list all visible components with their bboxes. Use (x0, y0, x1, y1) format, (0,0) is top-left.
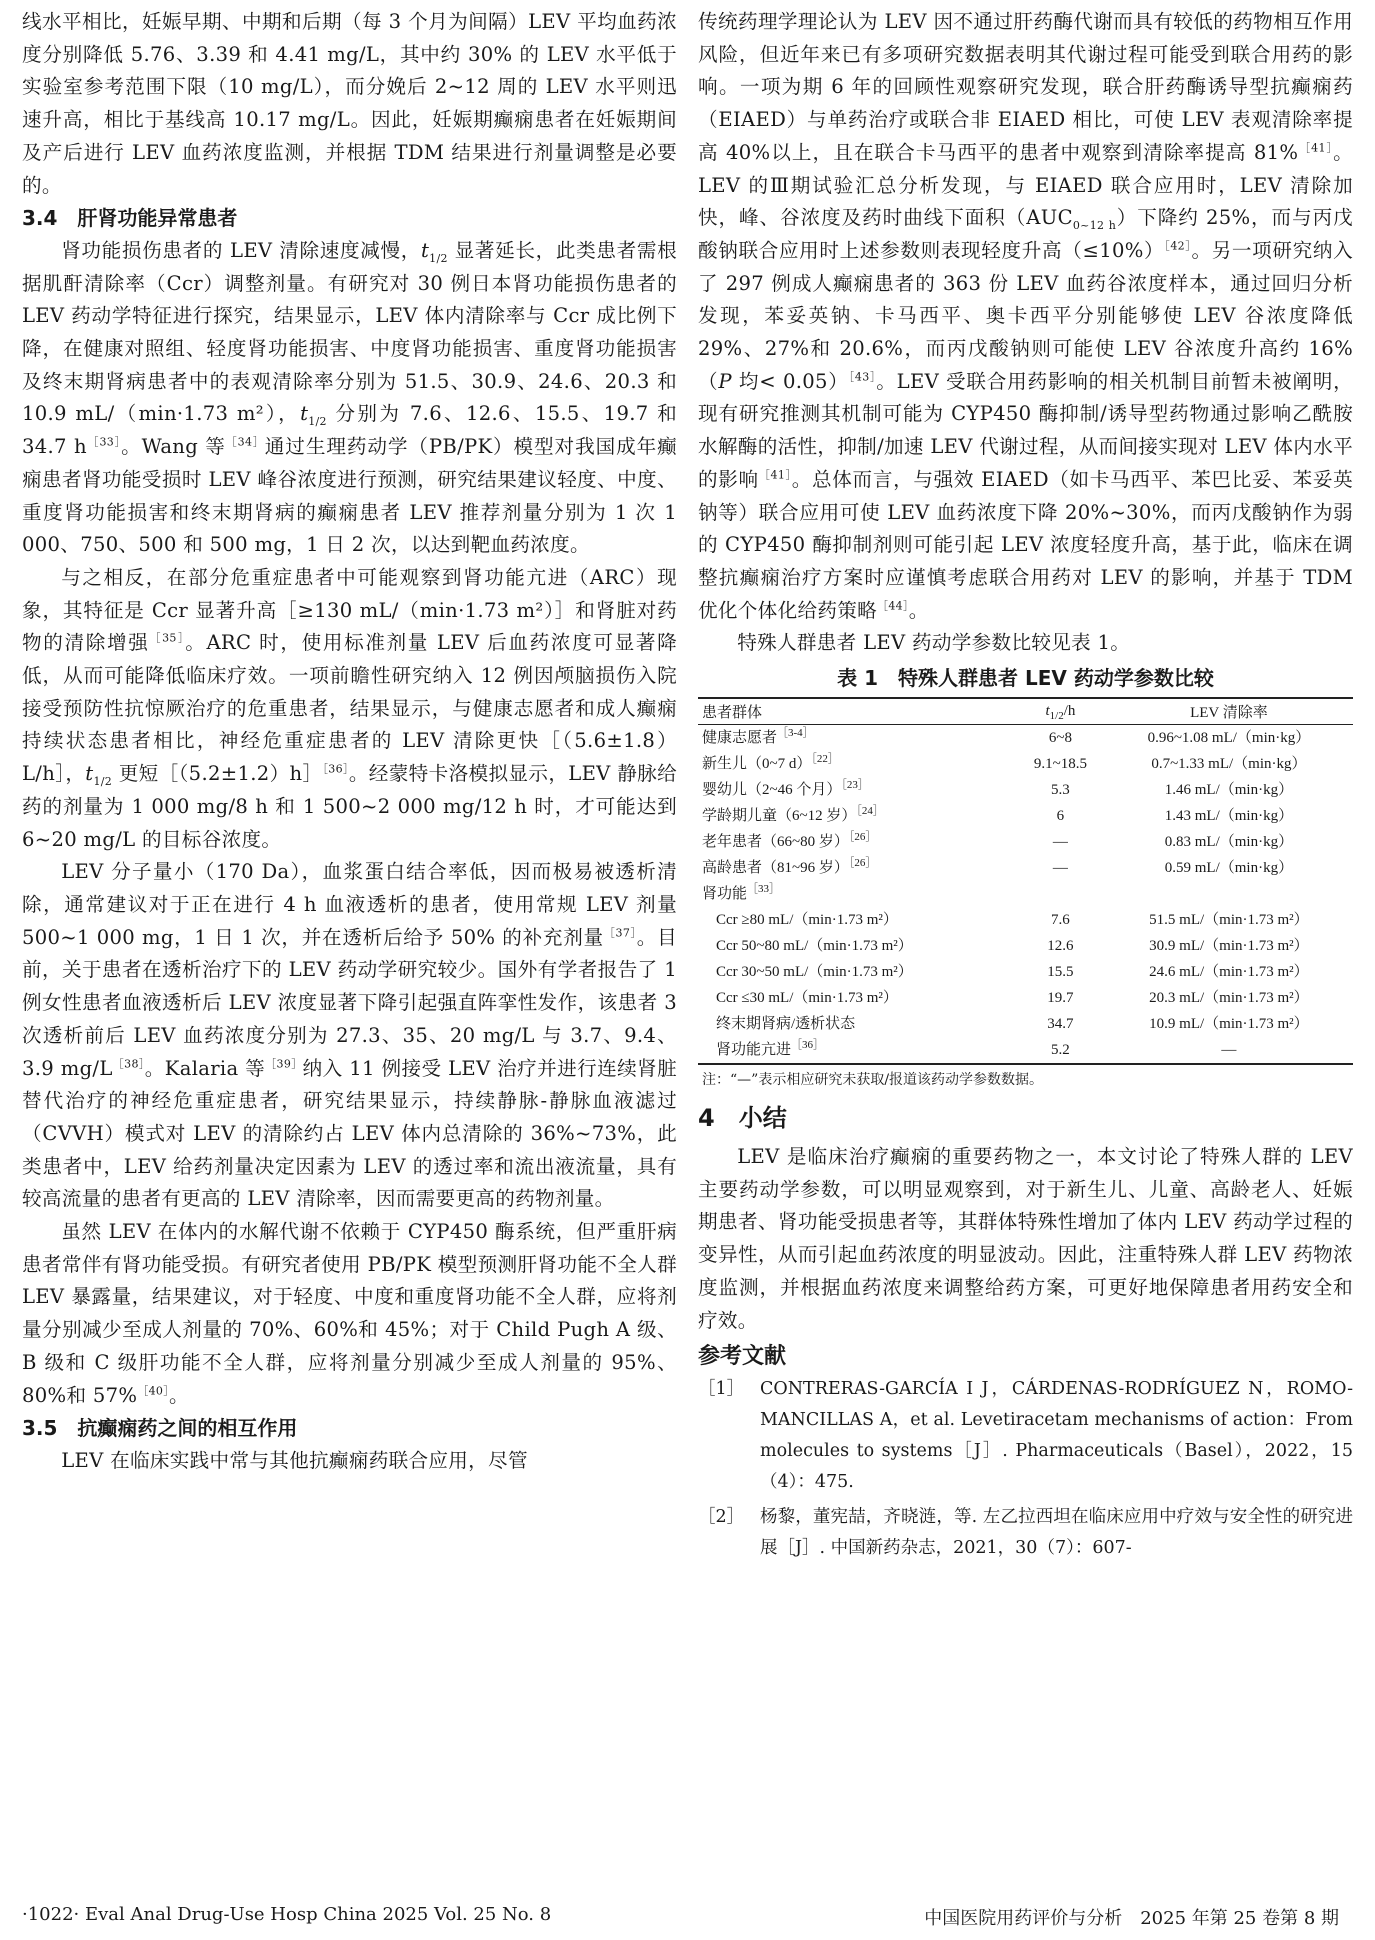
table-row (698, 855, 1353, 881)
table-row (698, 829, 1353, 855)
table-cell-half-life (1016, 881, 1105, 907)
table-header-row (698, 698, 1353, 725)
paragraph: 特殊人群患者 LEV 药动学参数比较见表 1。 (737, 631, 1131, 655)
reference-list (698, 1374, 1353, 1564)
table-cell-clearance: 0.83 mL/（min·kg） (1164, 833, 1294, 850)
table-header: LEV 清除率 (1105, 698, 1353, 725)
citation: ［39］ (265, 1056, 303, 1070)
citation: ［37］ (603, 926, 637, 940)
table-cell-clearance: 0.59 mL/（min·kg） (1164, 859, 1294, 876)
table-cell-half-life: 6 (1056, 807, 1065, 824)
table-cell-half-life: 19.7 (1047, 989, 1074, 1006)
citation: ［41］ (1298, 141, 1334, 155)
paragraph: 虽然 LEV 在体内的水解代谢不依赖于 CYP450 酶系统，但严重肝病患者常伴有肾功能受损。有研究者使用 PB/PK 模型预测肝肾功能不全人群 LEV 暴露量，结果建议，对于轻度、中度和重度肾功能不全人群，应将剂量分别减少至成人剂量的 70%、60%和 45%；对于 Child Pugh A 级、B 级和 C 级肝功能不全人群，应将剂量分别减少至成人剂量的 95%、80%和 57%$^{[40]}$。 (22, 1220, 677, 1407)
citation: ［36］ (791, 1038, 825, 1051)
table-row (698, 1011, 1353, 1037)
citation: ［44］ (877, 599, 909, 613)
table-cell-half-life: 6~8 (1048, 729, 1072, 746)
table-cell-half-life: 5.2 (1016, 1037, 1105, 1064)
table-header: $t_{1/2}/h$ (1016, 698, 1105, 725)
table-cell-group: Ccr 30~50 mL/（min·1.73 m²） (716, 963, 913, 980)
section-heading-3-4: 3.4 肝肾功能异常患者 (22, 206, 238, 231)
table-cell-clearance: 30.9 mL/（min·1.73 m²） (1149, 937, 1309, 954)
citation: ［23］ (841, 778, 869, 791)
table-row (698, 933, 1353, 959)
table-cell-half-life: 7.6 (1051, 911, 1070, 928)
reference-text: 杨黎，董宪喆，齐晓涟，等. 左乙拉西坦在临床应用中疗效与安全性的研究进展［J］. 中国新药杂志，2021，30（7）：607- (760, 1506, 1353, 1558)
citation: ［3-4］ (777, 726, 814, 739)
table-cell-clearance: 1.43 mL/（min·kg） (1164, 807, 1294, 824)
citation: ［43］ (848, 370, 877, 384)
citation: ［38］ (112, 1056, 145, 1070)
citation: ［26］ (848, 830, 877, 843)
table-row (698, 803, 1353, 829)
table-note: 注：“—”表示相应研究未获取/报道该药动学参数数据。 (702, 1072, 1044, 1089)
table-cell-clearance (1105, 881, 1353, 907)
table-cell-half-life: 9.1~18.5 (1033, 755, 1087, 772)
table-cell-half-life: — (1052, 833, 1068, 850)
table-row (698, 777, 1353, 803)
citation: ［36］ (322, 762, 349, 776)
table-cell-clearance: 51.5 mL/（min·1.73 m²） (1149, 911, 1309, 928)
citation: ［26］ (848, 856, 877, 869)
table-cell-group: 肾功能$^{[33]}$ (702, 882, 781, 902)
table-cell-clearance: — (1105, 1037, 1353, 1064)
table-cell-group: 老年患者（66~80 岁）$^{[26]}$ (702, 830, 877, 850)
table-cell-group: 新生儿（0~7 d）$^{[22]}$ (702, 752, 839, 772)
footer-right: 中国医院用药评价与分析 2025 年第 25 卷第 8 期 (924, 1908, 1339, 1929)
table-cell-half-life: — (1052, 859, 1068, 876)
paragraph: LEV 是临床治疗癫痫的重要药物之一，本文讨论了特殊人群的 LEV 主要药动学参数，可以明显观察到，对于新生儿、儿童、高龄老人、妊娠期患者、肾功能受损患者等，其群体特殊性增加了体内 LEV 药动学过程的变异性，从而引起血药浓度的明显波动。因此，注重特殊人群 LEV 药物浓度监测，并根据血药浓度来调整给药方案，可更好地保障患者用药安全和疗效。 (698, 1145, 1353, 1332)
table-cell-half-life: 5.3 (1051, 781, 1070, 798)
citation: ［35］ (149, 631, 186, 645)
citation: ［24］ (856, 804, 884, 817)
reference-item (698, 1374, 1353, 1498)
table-cell-clearance: 20.3 mL/（min·1.73 m²） (1149, 989, 1309, 1006)
table-row (698, 959, 1353, 985)
references-heading: 参考文献 (698, 1344, 787, 1370)
reference-number: ［1］ (698, 1378, 745, 1399)
citation: ［33］ (747, 882, 781, 895)
table-row (698, 751, 1353, 777)
table-cell-group: 高龄患者（81~96 岁）$^{[26]}$ (702, 856, 877, 876)
table-row (698, 881, 1353, 907)
table-cell-clearance: 24.6 mL/（min·1.73 m²） (1149, 963, 1309, 980)
citation: ［22］ (811, 752, 839, 765)
table-cell-clearance: 0.7~1.33 mL/（min·kg） (1151, 755, 1307, 772)
table-cell-group: 健康志愿者$^{[3-4]}$ (702, 726, 814, 746)
table-cell-half-life: 12.6 (1047, 937, 1074, 954)
table-cell-group: 终末期肾病/透析状态 (716, 1015, 856, 1032)
left-column (22, 6, 677, 1478)
footer-left: ·1022· Eval Anal Drug-Use Hosp China 2025 Vol. 25 No. 8 (22, 1904, 552, 1925)
table-cell-group: Ccr ≥80 mL/（min·1.73 m²） (716, 911, 898, 928)
table-cell-group: Ccr ≤30 mL/（min·1.73 m²） (716, 989, 898, 1006)
paragraph: 肾功能损伤患者的 LEV 清除速度减慢，$t_{1/2}$ 显著延长，此类患者需根据肌酐清除率（Ccr）调整剂量。有研究对 30 例日本肾功能损伤患者的 LEV 药动学特征进行探究，结果显示，LEV 体内清除率与 Ccr 成比例下降，在健康对照组、轻度肾功能损害、中度肾功能损害、重度肾功能损害及终末期肾病患者中的表观清除率分别为 51.5、30.9、24.6、20.3 和 10.9 mL/（min·1.73 m²），$t_{1/2}$ 分别为 7.6、12.6、15.5、19.7 和 34.7 $h^{[33]}$。Wang 等$^{[34]}$通过生理药动学（PB/PK）模型对我国成年癫痫患者肾功能受损时 LEV 峰谷浓度进行预测，研究结果建议轻度、中度、重度肾功能损害和终末期肾病的癫痫患者 LEV 推荐剂量分别为 1 次 1 000、750、500 和 500 mg，1 日 2 次，以达到靶血药浓度。 (22, 238, 678, 557)
table-caption: 表 1 特殊人群患者 LEV 药动学参数比较 (837, 666, 1214, 691)
table-cell-half-life: 34.7 (1047, 1015, 1074, 1032)
section-heading-4: 4 小结 (698, 1104, 787, 1133)
table-cell-half-life: 15.5 (1047, 963, 1074, 980)
table-cell-clearance: 1.46 mL/（min·kg） (1164, 781, 1294, 798)
table-cell-group: 学龄期儿童（6~12 岁）$^{[24]}$ (702, 804, 884, 824)
reference-number: ［2］ (698, 1506, 745, 1527)
citation: ［41］ (758, 468, 792, 482)
paragraph: 传统药理学理论认为 LEV 因不通过肝药酶代谢而具有较低的药物相互作用风险，但近年来已有多项研究数据表明其代谢过程可能受到联合用药的影响。一项为期 6 年的回顾性观察研究发现，联合肝药酶诱导型抗癫痫药（EIAED）与单药治疗或联合非 EIAED 相比，可使 LEV 表观清除率提高 40%以上，且在联合卡马西平的患者中观察到清除率提高 81%$^{[41]}$。LEV 的Ⅲ期试验汇总分析发现，与 EIAED 联合应用时，LEV 清除加快，峰、谷浓度及药时曲线下面积$(AUC_{0\sim 12 h})$下降约 25%，而与丙戊酸钠联合应用时上述参数则表现轻度升高（≤10%）$^{[42]}$。另一项研究纳入了 297 例成人癫痫患者的 363 份 LEV 血药谷浓度样本，通过回归分析发现，苯妥英钠、卡马西平、奥卡西平分别能够使 LEV 谷浓度降低 29%、27%和 20.6%，而丙戊酸钠则可能使 LEV 谷浓度升高约 16%（P 均< 0.05）$^{[43]}$。LEV 受联合用药影响的相关机制目前暂未被阐明，现有研究推测其机制可能为 CYP450 酶抑制/诱导型药物通过影响乙酰胺水解酶的活性，抑制/加速 LEV 代谢过程，从而间接实现对 LEV 体内水平的影响$^{[41]}$。总体而言，与强效 EIAED（如卡马西平、苯巴比妥、苯妥英钠等）联合应用可使 LEV 血药浓度下降 20%~30%，而丙戊酸钠作为弱的 CYP450 酶抑制剂则可能引起 LEV 浓度轻度升高，基于此，临床在调整抗癫痫治疗方案时应谨慎考虑联合用药对 LEV 的影响，并基于 TDM 优化个体化给药策略$^{[44]}$。 (698, 10, 1354, 622)
paragraph: 线水平相比，妊娠早期、中期和后期（每 3 个月为间隔）LEV 平均血药浓度分别降低 5.76、3.39 和 4.41 mg/L，其中约 30% 的 LEV 水平低于实验室参考范围下限（10 mg/L），而分娩后 2~12 周的 LEV 水平则迅速升高，相比于基线高 10.17 mg/L。因此，妊娠期癫痫患者在妊娠期间及产后进行 LEV 血药浓度监测，并根据 TDM 结果进行剂量调整是必要的。 (22, 10, 677, 197)
citation: ［33］ (86, 435, 122, 449)
reference-text: CONTRERAS-GARCÍA I J，CÁRDENAS-RODRÍGUEZ N，ROMO-MANCILLAS A，et al. Levetiracetam mechanisms of action：From molecules to systems［J］. Pharmaceuticals（Basel），2022，15（4）：475. (760, 1378, 1353, 1492)
table-row (698, 907, 1353, 933)
citation: ［34］ (225, 435, 265, 449)
table-cell-clearance: 10.9 mL/（min·1.73 m²） (1149, 1015, 1309, 1032)
paragraph: 与之相反，在部分危重症患者中可能观察到肾功能亢进（ARC）现象，其特征是 Ccr 显著升高［≥130 mL/（min·1.73 m²）］和肾脏对药物的清除增强$^{[35]}$。ARC 时，使用标准剂量 LEV 后血药浓度可显著降低，从而可能降低临床疗效。一项前瞻性研究纳入 12 例因颅脑损伤入院接受预防性抗惊厥治疗的危重患者，结果显示，与健康志愿者和成人癫痫持续状态患者相比，神经危重症患者的 LEV 清除更快［（5.6±1.8）L/h］，$t_{1/2}$ 更短［（5.2±1.2）h］$^{[36]}$。经蒙特卡洛模拟显示，LEV 静脉给药的剂量为 1 000 mg/8 h 和 1 500~2 000 mg/12 h 时，才可能达到 6~20 mg/L 的目标谷浓度。 (22, 565, 678, 851)
table-row (698, 1037, 1353, 1064)
pk-parameters-table (698, 697, 1353, 1065)
right-column (698, 6, 1353, 1568)
table-row (698, 985, 1353, 1011)
section-heading-3-5: 3.5 抗癫痫药之间的相互作用 (22, 1416, 298, 1441)
table-cell-group: 婴幼儿（2~46 个月）$^{[23]}$ (702, 778, 869, 798)
table-cell-clearance: 0.96~1.08 mL/（min·kg） (1147, 729, 1311, 746)
paragraph: LEV 在临床实践中常与其他抗癫痫药联合应用，尽管 (61, 1448, 528, 1472)
table-cell-group: 肾功能亢进$^{[36]}$ (698, 1037, 1016, 1064)
reference-item (698, 1502, 1353, 1564)
paragraph: LEV 分子量小（170 Da），血浆蛋白结合率低，因而极易被透析清除，通常建议对于正在进行 4 h 血液透析的患者，使用常规 LEV 剂量 500~1 000 mg，1 日 1 次，并在透析后给予 50% 的补充剂量$^{[37]}$。目前，关于患者在透析治疗下的 LEV 药动学研究较少。国外有学者报告了 1 例女性患者血液透析后 LEV 浓度显著下降引起强直阵挛性发作，该患者 3 次透析前后 LEV 血药浓度分别为 27.3、35、20 mg/L 与 3.7、9.4、3.9 $mg/L^{[38]}$。Kalaria 等$^{[39]}$纳入 11 例接受 LEV 治疗并进行连续肾脏替代治疗的神经危重症患者，研究结果显示，持续静脉-静脉血液滤过（CVVH）模式对 LEV 的清除约占 LEV 体内总清除的 36%~73%，此类患者中，LEV 给药剂量决定因素为 LEV 的透过率和流出液流量，具有较高流量的患者有更高的 LEV 清除率，因而需要更高的药物剂量。 (22, 860, 678, 1211)
table-row (698, 725, 1353, 752)
table-header: 患者群体 (698, 698, 1016, 725)
citation: ［40］ (137, 1384, 170, 1397)
table-cell-group: Ccr 50~80 mL/（min·1.73 m²） (716, 937, 913, 954)
citation: ［42］ (1164, 239, 1192, 253)
table-body (698, 725, 1353, 1065)
